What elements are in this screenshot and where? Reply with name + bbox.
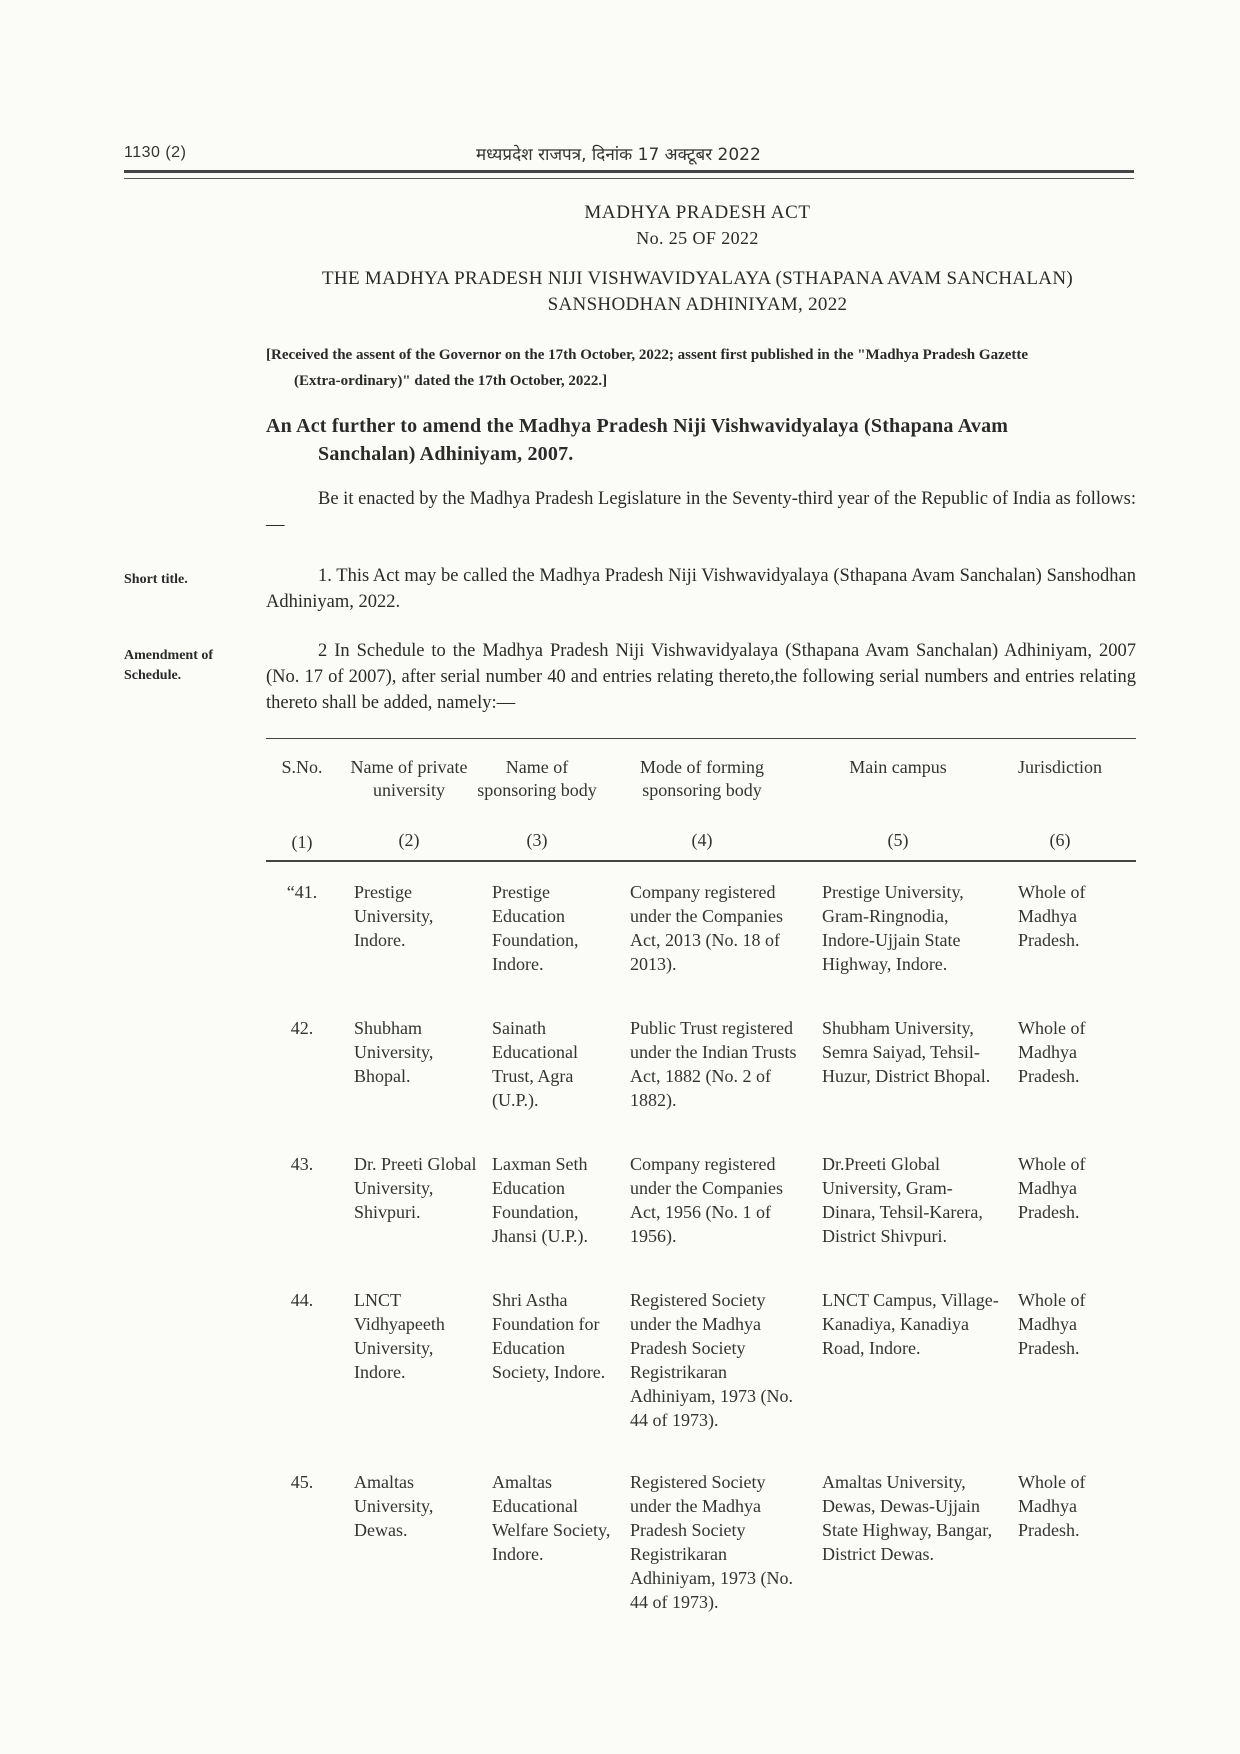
preamble-line-2: Sanchalan) Adhiniyam, 2007. bbox=[318, 443, 574, 465]
table-row-42-mode: Public Trust registered under the Indian Trusts Act, 1882 (No. 2 of 1882). bbox=[630, 1018, 797, 1110]
table-row-44-university: LNCT Vidhyapeeth University, Indore. bbox=[354, 1290, 445, 1382]
table-row-43-mode: Company registered under the Companies Act, 1956 (No. 1 of 1956). bbox=[630, 1154, 783, 1246]
act-title: MADHYA PRADESH ACT bbox=[584, 202, 811, 223]
header-sno: S.No. bbox=[281, 757, 323, 777]
table-row-44-campus: LNCT Campus, Village-Kanadiya, Kanadiya Road, Indore. bbox=[822, 1290, 999, 1358]
col-number-2: (2) bbox=[398, 830, 420, 850]
table-row-45-mode: Registered Society under the Madhya Pradesh Society Registrikaran Adhiniyam, 1973 (No. 44 of 1973). bbox=[630, 1472, 793, 1612]
table-row-41-jurisdiction: Whole of Madhya Pradesh. bbox=[1018, 882, 1086, 950]
assent-line-2: (Extra-ordinary)" dated the 17th October, 2022.] bbox=[294, 373, 608, 389]
marginal-note-amendment: Amendment of Schedule. bbox=[124, 648, 214, 683]
table-row-45-sno: 45. bbox=[290, 1472, 314, 1492]
table-row-41-university: Prestige University, Indore. bbox=[354, 882, 434, 950]
col-number-5: (5) bbox=[887, 830, 909, 850]
header-main-campus: Main campus bbox=[849, 757, 947, 777]
table-top-rule bbox=[266, 738, 1136, 739]
table-row-43-campus: Dr.Preeti Global University, Gram-Dinara, Tehsil-Karera, District Shivpuri. bbox=[822, 1154, 983, 1246]
table-row-44-sponsor: Shri Astha Foundation for Education Society, Indore. bbox=[492, 1290, 606, 1382]
table-row-42-sno: 42. bbox=[290, 1018, 314, 1038]
section-1: 1. This Act may be called the Madhya Pradesh Niji Vishwavidyalaya (Sthapana Avam Sanchalan) Sanshodhan Adhiniyam, 2022. bbox=[266, 566, 1136, 612]
table-row-43-jurisdiction: Whole of Madhya Pradesh. bbox=[1018, 1154, 1086, 1222]
table-row-45-sponsor: Amaltas Educational Welfare Society, Indore. bbox=[492, 1472, 611, 1564]
table-row-43-university: Dr. Preeti Global University, Shivpuri. bbox=[354, 1154, 477, 1222]
gazette-header: मध्यप्रदेश राजपत्र, दिनांक 17 अक्टूबर 2022 bbox=[476, 145, 761, 165]
long-title-line-1: THE MADHYA PRADESH NIJI VISHWAVIDYALAYA (STHAPANA AVAM SANCHALAN) bbox=[322, 268, 1073, 289]
table-header-rule bbox=[266, 860, 1136, 862]
table-row-41-sno: “41. bbox=[286, 882, 318, 902]
table-row-45-university: Amaltas University, Dewas. bbox=[354, 1472, 434, 1540]
table-row-41-campus: Prestige University, Gram-Ringnodia, Indore-Ujjain State Highway, Indore. bbox=[822, 882, 964, 974]
table-row-41-sponsor: Prestige Education Foundation, Indore. bbox=[492, 882, 579, 974]
act-number: No. 25 OF 2022 bbox=[636, 228, 759, 248]
enacting-clause: Be it enacted by the Madhya Pradesh Legislature in the Seventy-third year of the Republic of India as follows:— bbox=[266, 489, 1136, 535]
long-title-line-2: SANSHODHAN ADHINIYAM, 2022 bbox=[547, 294, 848, 315]
preamble-line-1: An Act further to amend the Madhya Pradesh Niji Vishwavidyalaya (Sthapana Avam bbox=[266, 415, 1009, 437]
assent-line-1: [Received the assent of the Governor on the 17th October, 2022; assent first published in the "Madhya Pradesh Gazette bbox=[266, 347, 1029, 363]
table-row-43-sno: 43. bbox=[290, 1154, 314, 1174]
table-row-42-university: Shubham University, Bhopal. bbox=[354, 1018, 434, 1086]
header-jurisdiction: Jurisdiction bbox=[1018, 757, 1102, 777]
header-university: Name of private university bbox=[350, 757, 468, 800]
table-row-44-jurisdiction: Whole of Madhya Pradesh. bbox=[1018, 1290, 1086, 1358]
col-number-4: (4) bbox=[691, 830, 713, 850]
table-row-42-sponsor: Sainath Educational Trust, Agra (U.P.). bbox=[492, 1018, 578, 1110]
assent-note bbox=[266, 342, 1136, 394]
preamble bbox=[266, 412, 1136, 468]
marginal-note-short-title: Short title. bbox=[124, 572, 188, 587]
table-row-43-sponsor: Laxman Seth Education Foundation, Jhansi (U.P.). bbox=[492, 1154, 589, 1246]
table-row-44-mode: Registered Society under the Madhya Pradesh Society Registrikaran Adhiniyam, 1973 (No. 44 of 1973). bbox=[630, 1290, 793, 1430]
table-row-44-sno: 44. bbox=[290, 1290, 314, 1310]
col-number-3: (3) bbox=[526, 830, 548, 850]
table-row-45-jurisdiction: Whole of Madhya Pradesh. bbox=[1018, 1472, 1086, 1540]
table-row-41-mode: Company registered under the Companies Act, 2013 (No. 18 of 2013). bbox=[630, 882, 783, 974]
header-rule-thick bbox=[124, 170, 1134, 173]
header-mode: Mode of forming sponsoring body bbox=[640, 757, 764, 800]
table-row-42-jurisdiction: Whole of Madhya Pradesh. bbox=[1018, 1018, 1086, 1086]
header-rule-thin bbox=[124, 178, 1134, 179]
col-number-6: (6) bbox=[1049, 830, 1071, 850]
page-number: 1130 (2) bbox=[124, 144, 187, 161]
header-sponsoring-body: Name of sponsoring body bbox=[477, 757, 597, 800]
table-row-42-campus: Shubham University, Semra Saiyad, Tehsil-Huzur, District Bhopal. bbox=[822, 1018, 991, 1086]
section-2: 2 In Schedule to the Madhya Pradesh Niji Vishwavidyalaya (Sthapana Avam Sanchalan) Adhiniyam, 2007 (No. 17 of 2007), after serial number 40 and entries relating thereto,the following serial numbers and entries relating thereto shall be added, namely:— bbox=[266, 641, 1136, 713]
col-number-1: (1) bbox=[291, 832, 313, 852]
table-row-45-campus: Amaltas University, Dewas, Dewas-Ujjain State Highway, Bangar, District Dewas. bbox=[822, 1472, 993, 1564]
